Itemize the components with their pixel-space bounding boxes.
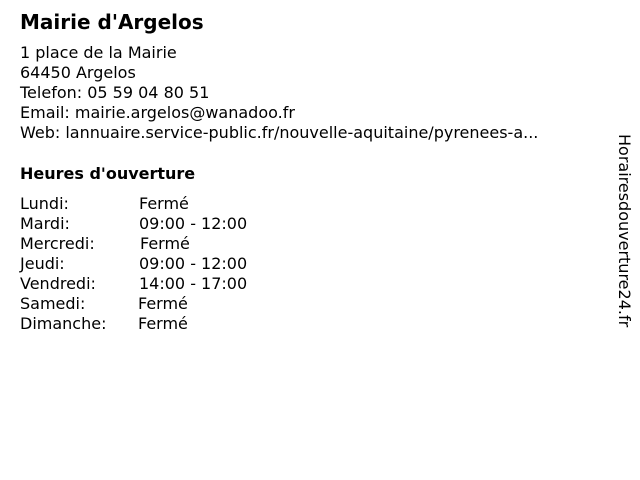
day-label: Jeudi: xyxy=(20,254,65,273)
street-address: 1 place de la Mairie xyxy=(20,43,177,62)
day-label: Dimanche: xyxy=(20,314,107,333)
day-label: Lundi: xyxy=(20,194,69,213)
hours-value: Fermé xyxy=(138,294,188,313)
address-block xyxy=(20,43,538,143)
day-label: Mardi: xyxy=(20,214,70,233)
email-address: Email: mairie.argelos@wanadoo.fr xyxy=(20,103,295,122)
website-link: Web: lannuaire.service-public.fr/nouvelle-aquitaine/pyrenees-a... xyxy=(20,123,539,142)
hours-value: 09:00 - 12:00 xyxy=(139,254,248,273)
hours-value: Fermé xyxy=(139,194,189,213)
day-label: Samedi: xyxy=(20,294,86,313)
opening-hours-heading: Heures d'ouverture xyxy=(20,164,196,183)
phone-number: Telefon: 05 59 04 80 51 xyxy=(20,83,210,102)
day-label: Vendredi: xyxy=(20,274,96,293)
postal-city: 64450 Argelos xyxy=(20,63,136,82)
hours-value: 14:00 - 17:00 xyxy=(139,274,248,293)
page-title: Mairie d'Argelos xyxy=(20,10,204,34)
site-watermark: Horairesdouverture24.fr xyxy=(615,134,634,328)
hours-value: 09:00 - 12:00 xyxy=(139,214,248,233)
hours-value: Fermé xyxy=(138,314,188,333)
day-label: Mercredi: xyxy=(20,234,95,253)
hours-value: Fermé xyxy=(140,234,190,253)
